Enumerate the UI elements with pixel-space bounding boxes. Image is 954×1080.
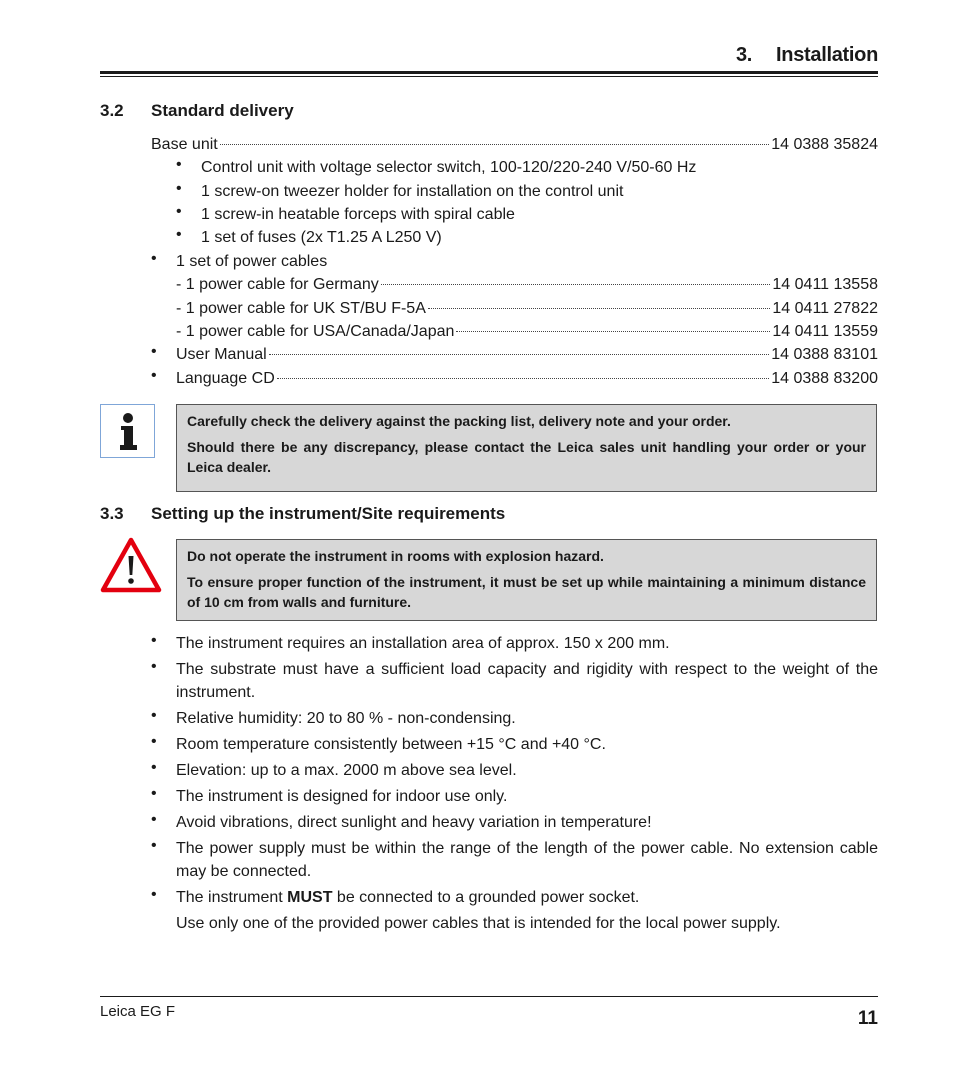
list-item: Control unit with voltage selector switch, 100-120/220-240 V/50-60 Hz: [201, 159, 697, 176]
header-rule-thick: [100, 71, 878, 74]
requirement-item: The substrate must have a sufficient load capacity and rigidity with respect to the weight of the instrument.: [176, 661, 878, 701]
language-cd-label: Language CD: [176, 370, 275, 387]
user-manual-label: User Manual: [176, 346, 267, 363]
power-cable-row: [176, 273, 878, 296]
warning-note-box: [176, 539, 877, 621]
info-note-line: Should there be any discrepancy, please contact the Leica sales unit handling your order or your Leica dealer.: [187, 439, 866, 475]
page-number: 11: [857, 1008, 878, 1029]
bullet: •: [176, 156, 182, 173]
bullet: •: [151, 837, 157, 854]
bullet: •: [151, 733, 157, 750]
leader-dots: [381, 284, 771, 285]
requirement-item: The power supply must be within the range of the length of the power cable. No extension cable may be connected.: [176, 840, 878, 880]
language-cd-part-number: 14 0388 83200: [771, 370, 878, 387]
power-cable-part-number: 14 0411 13558: [772, 276, 878, 293]
requirement-item: Relative humidity: 20 to 80 % - non-condensing.: [176, 710, 516, 727]
power-cable-label: - 1 power cable for UK ST/BU F-5A: [176, 300, 426, 317]
grounding-note: Use only one of the provided power cables that is intended for the local power supply.: [176, 915, 781, 932]
bullet: •: [151, 785, 157, 802]
section-title: Setting up the instrument/Site requirements: [151, 504, 506, 523]
info-note-line: Carefully check the delivery against the packing list, delivery note and your order.: [187, 413, 731, 429]
user-manual-part-number: 14 0388 83101: [771, 346, 878, 363]
list-item: 1 screw-in heatable forceps with spiral cable: [201, 206, 515, 223]
grounding-text-post: be connected to a grounded power socket.: [332, 889, 640, 906]
bullet: •: [151, 811, 157, 828]
section-title: Standard delivery: [151, 101, 294, 120]
info-icon: [100, 404, 155, 458]
power-cable-part-number: 14 0411 27822: [772, 300, 878, 317]
section-number: 3.3: [100, 504, 124, 523]
power-cable-part-number: 14 0411 13559: [772, 323, 878, 340]
chapter-title: Installation: [776, 44, 878, 66]
power-cable-row: [176, 297, 878, 320]
base-unit-label: Base unit: [151, 136, 218, 153]
user-manual-row: [176, 343, 878, 366]
power-cable-label: - 1 power cable for USA/Canada/Japan: [176, 323, 455, 340]
list-item: 1 set of fuses (2x T1.25 A L250 V): [201, 229, 442, 246]
footer-product-name: Leica EG F: [100, 1003, 176, 1020]
section-heading-site-requirements: [100, 504, 505, 524]
chapter-header: [100, 44, 878, 67]
language-cd-row: [176, 367, 878, 390]
bullet: •: [151, 250, 157, 267]
requirement-item: Room temperature consistently between +15 °C and +40 °C.: [176, 736, 606, 753]
leader-dots: [456, 331, 770, 332]
bullet: •: [151, 658, 157, 675]
leader-dots: [220, 144, 770, 145]
leader-dots: [269, 354, 770, 355]
bullet: •: [151, 343, 157, 360]
warning-note-line: To ensure proper function of the instrument, it must be set up while maintaining a minimum distance of 10 cm from walls and furniture.: [187, 574, 866, 610]
base-unit-row: [151, 133, 878, 156]
list-item: 1 screw-on tweezer holder for installation on the control unit: [201, 183, 624, 200]
power-cable-row: [176, 320, 878, 343]
requirement-item: The instrument is designed for indoor use only.: [176, 788, 508, 805]
grounding-text-pre: The instrument: [176, 889, 288, 906]
power-cable-label: - 1 power cable for Germany: [176, 276, 379, 293]
requirement-item: Elevation: up to a max. 2000 m above sea level.: [176, 762, 517, 779]
bullet: •: [151, 632, 157, 649]
bullet: •: [176, 226, 182, 243]
warning-icon: [100, 537, 162, 593]
bullet: •: [151, 759, 157, 776]
leader-dots: [428, 308, 771, 309]
bullet: •: [176, 203, 182, 220]
header-rule-thin: [100, 76, 878, 77]
requirement-item-grounding: [176, 886, 878, 909]
section-heading-standard-delivery: [100, 101, 294, 121]
bullet: •: [151, 367, 157, 384]
power-cables-label: 1 set of power cables: [176, 253, 328, 270]
bullet: •: [176, 180, 182, 197]
requirement-item: Avoid vibrations, direct sunlight and heavy variation in temperature!: [176, 814, 652, 831]
section-number: 3.2: [100, 101, 124, 120]
base-unit-part-number: 14 0388 35824: [771, 136, 878, 153]
info-note-box: [176, 404, 877, 492]
requirement-item: The instrument requires an installation area of approx. 150 x 200 mm.: [176, 635, 670, 652]
leader-dots: [277, 378, 769, 379]
warning-note-line: Do not operate the instrument in rooms with explosion hazard.: [187, 548, 604, 564]
bullet: •: [151, 886, 157, 903]
chapter-number: 3.: [735, 44, 753, 66]
footer-rule: [100, 996, 878, 997]
grounding-text-emphasis: MUST: [287, 889, 333, 906]
bullet: •: [151, 707, 157, 724]
